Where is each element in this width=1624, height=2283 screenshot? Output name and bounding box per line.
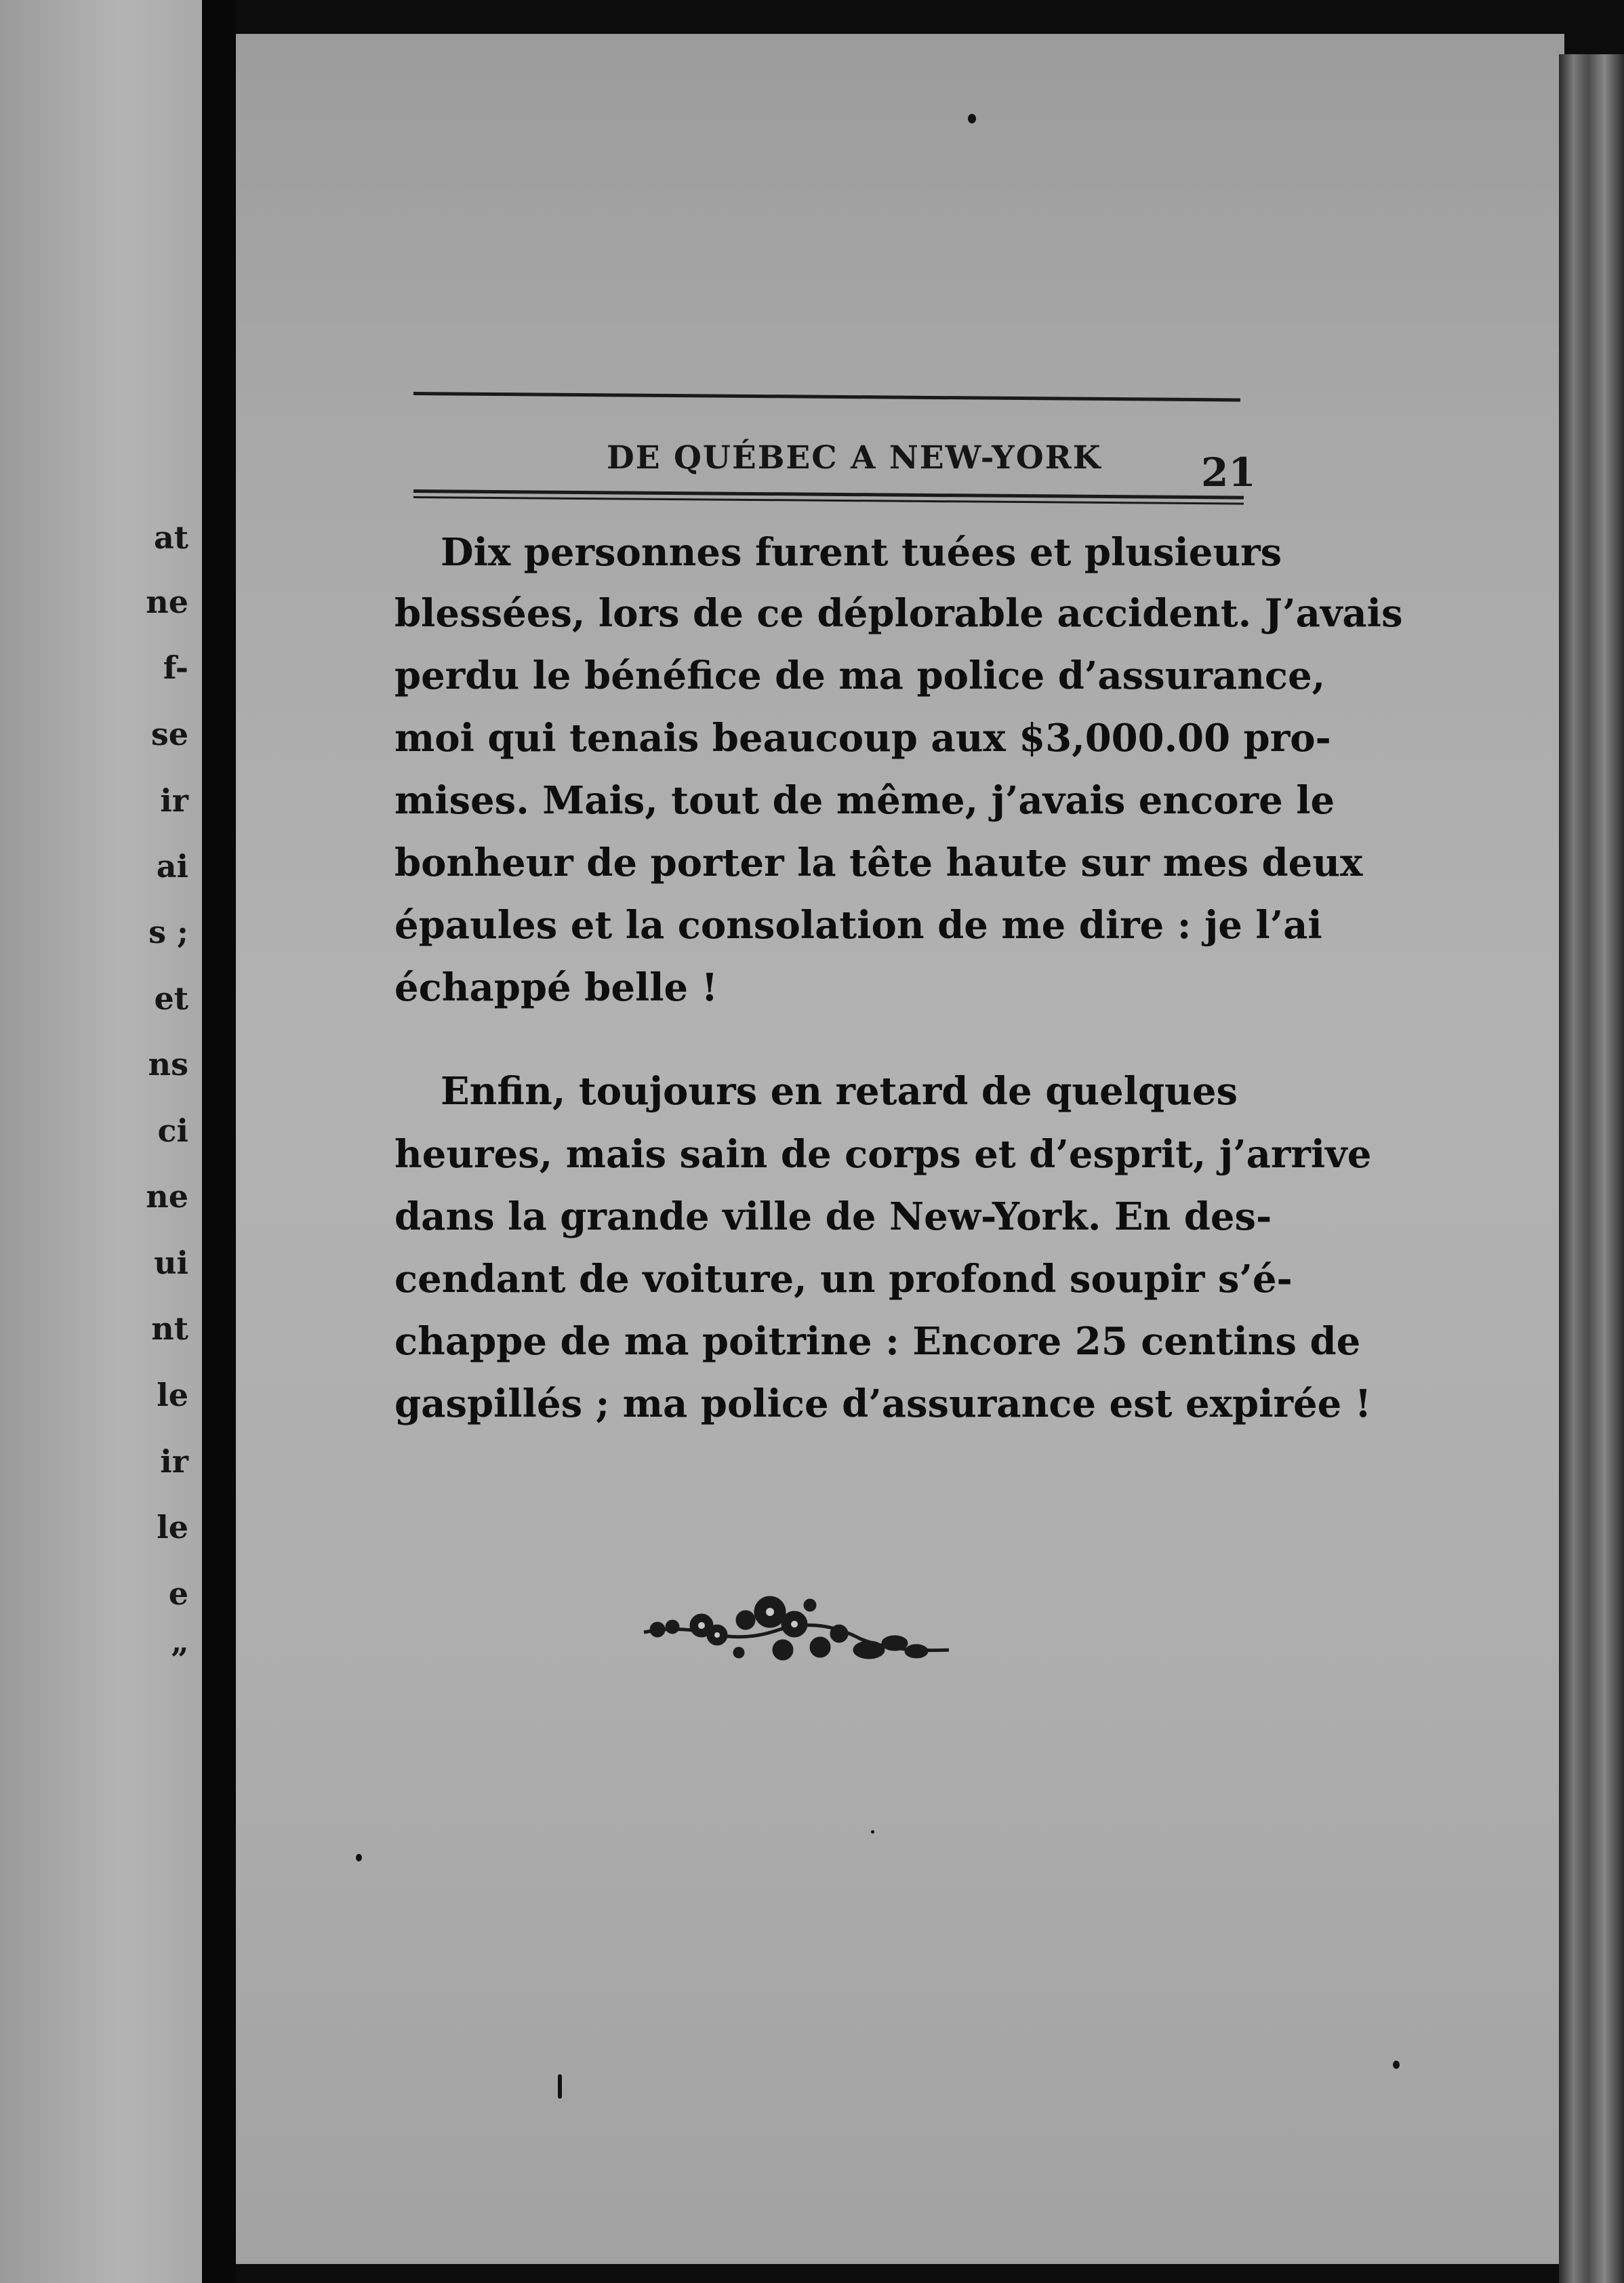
text-line: bonheur de porter la tête haute sur mes deux	[394, 841, 1363, 885]
page-edge	[1559, 54, 1624, 2283]
prev-page-fragment: at	[153, 519, 188, 556]
text-line: Dix personnes furent tuées et plusieurs	[441, 530, 1282, 575]
text-line: cendant de voiture, un profond soupir s’é-	[394, 1257, 1293, 1301]
running-head: DE QUÉBEC A NEW-YORK	[607, 439, 1102, 477]
text-line: moi qui tenais beaucoup aux $3,000.00 pro-	[394, 716, 1331, 761]
floral-ornament-icon	[637, 1585, 956, 1680]
text-line: échappé belle !	[394, 965, 718, 1010]
prev-page-fragment: f-	[163, 649, 188, 686]
prev-page-fragment: le	[157, 1509, 188, 1545]
print-speck	[871, 1830, 874, 1834]
prev-page-fragment: ui	[154, 1245, 188, 1281]
prev-page-fragment: le	[157, 1377, 188, 1413]
prev-page-fragment: nt	[151, 1310, 188, 1347]
prev-page-fragment: ir	[160, 782, 188, 819]
previous-page-strip	[0, 0, 202, 2283]
text-line: perdu le bénéfice de ma police d’assurance,	[394, 653, 1326, 698]
prev-page-fragment: et	[154, 980, 188, 1017]
text-line: épaules et la consolation de me dire : je l’ai	[394, 903, 1322, 948]
prev-page-fragment: s ;	[148, 914, 188, 950]
prev-page-fragment: ir	[160, 1443, 188, 1480]
page-number: 21	[1201, 449, 1256, 496]
prev-page-fragment: ne	[146, 1178, 188, 1215]
prev-page-fragment: ai	[156, 848, 188, 885]
book-gutter	[202, 0, 236, 2283]
text-line: mises. Mais, tout de même, j’avais encore le	[394, 778, 1335, 823]
prev-page-fragment: ns	[148, 1046, 188, 1083]
prev-page-fragment: ”	[170, 1641, 188, 1678]
text-line: dans la grande ville de New-York. En des-	[394, 1194, 1272, 1239]
text-line: heures, mais sain de corps et d’esprit, j’arrive	[394, 1132, 1372, 1177]
text-line: blessées, lors de ce déplorable accident. J’avais	[394, 591, 1403, 636]
prev-page-fragment: ci	[157, 1112, 188, 1149]
text-line: Enfin, toujours en retard de quelques	[441, 1069, 1238, 1114]
prev-page-fragment: ne	[146, 584, 188, 620]
text-line: gaspillés ; ma police d’assurance est expirée !	[394, 1381, 1372, 1426]
print-speck	[558, 2074, 562, 2099]
print-speck	[356, 1854, 362, 1861]
text-line: chappe de ma poitrine : Encore 25 centins de	[394, 1319, 1361, 1364]
prev-page-fragment: se	[150, 716, 188, 752]
prev-page-fragment: e	[168, 1575, 188, 1612]
print-speck	[968, 114, 976, 123]
print-speck	[1393, 2061, 1400, 2069]
